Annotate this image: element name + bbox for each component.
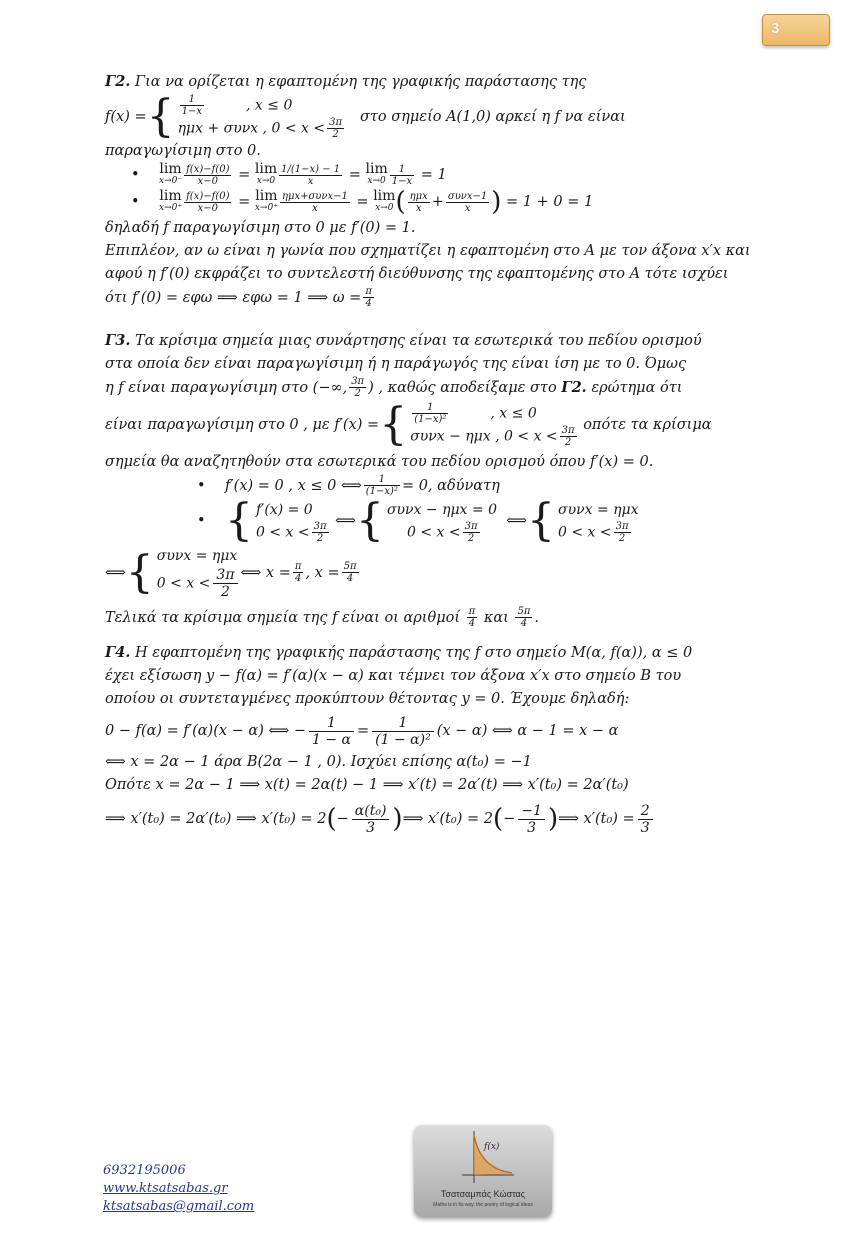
function-graph-icon (414, 1125, 552, 1189)
phone-number: 6932195006 (103, 1163, 186, 1178)
g2-piecewise: { $\frac{1}{1-x}$ , x ≤ 0 ημx + συνx , 0 < x < $\frac{3\pi}{2}$ (146, 91, 343, 142)
g4-line3: οποίου οι συντεταγμένες προκύπτουν θέτοντας y = 0. Έχουμε δηλαδή: (105, 691, 630, 707)
g3-derivative-def: είναι παραγωγίσιμη στο 0 , με f′(x) = { $\frac{1}{\text{(1−x)²}}$ , x ≤ 0 συνx − ημx , 0 < x < $\frac{3\pi}{2}$ οπότε τα κρίσιμα (105, 399, 712, 450)
g3-final: Τελικά τα κρίσιμα σημεία της f είναι οι αριθμοί $\frac{\pi}{4}$ και $\frac{5\pi}{4}$ . (105, 606, 539, 629)
g2-diff-text: παραγωγίσιμη στο 0. (105, 143, 261, 159)
g3-line1: Γ3. Τα κρίσιμα σημεία μιας συνάρτησης είναι τα εσωτερικά του πεδίου ορισμού (105, 332, 702, 349)
g2-function-def: f(x) = { $\frac{1}{1-x}$ , x ≤ 0 ημx + συνx , 0 < x < $\frac{3\pi}{2}$ στο σημείο A(1,0) αρκεί η f να είναι (105, 91, 626, 142)
website-link[interactable]: www.ktsatsabas.gr (103, 1181, 228, 1196)
author-logo (414, 1125, 552, 1217)
contact-footer (103, 1162, 254, 1216)
g2-angle-line3: ότι f′(0) = εφω ⟹ εφω = 1 ⟹ ω = $\frac{\pi}{4}$ (105, 286, 372, 309)
g3-bullet2: • { f′(x) = 0 0 < x < $\frac{3\pi}{2}$ ⟺ { συνx − ημx = 0 0 < x < $\frac{3\pi}{2}$ ⟺ { συνx = ημx 0 < x < $\frac{3\pi}{2}$ (197, 495, 639, 546)
g2-limit-left: • lim x→0⁻ $\frac{f(x)-f(0)}{x-0}$ = lim x→0 $\frac{1/(1-x) - 1}{x}$ = lim x→0 $\frac{1}{1-x}$ = 1 (131, 161, 447, 187)
g4-eq3: Οπότε x = 2α − 1 ⟹ x(t) = 2α(t) − 1 ⟹ x′(t) = 2α′(t) ⟹ x′(t₀) = 2α′(t₀) (105, 777, 629, 793)
g3-solution: ⟺ { συνx = ημx 0 < x < $\frac{3\pi}{2}$ ⟺ x = $\frac{\pi}{4}$ , x = $\frac{5\pi}{4}$ (105, 546, 357, 600)
logo-name: Τσατσαμπάς Κώστας (440, 1189, 526, 1199)
g2-conclusion: δηλαδή f παραγωγίσιμη στο 0 με f′(0) = 1. (105, 220, 416, 236)
g4-line1: Γ4. Η εφαπτομένη της γραφικής παράστασης της f στο σημείο M(α, f(α)), α ≤ 0 (105, 644, 693, 661)
page-number-badge (762, 14, 830, 46)
g2-limit-right: • lim x→0⁺ $\frac{f(x)-f(0)}{x-0}$ = lim x→0⁺ $\frac{\text{ημx+συνx−1}}{x}$ = lim x→0 ( $\frac{\text{ημx}}{x}$ + $\frac{\text{συνx−1}}{x}$ ) = 1 + 0 = 1 (131, 187, 594, 217)
g4-eq1: 0 − f(α) = f′(α)(x − α) ⟺ − $\frac{1}{1 - \alpha}$ = $\frac{1}{\text{(1 − α)²}}$ (x − α) ⟺ α − 1 = x − α (105, 714, 619, 748)
g2-intro: Γ2. Για να ορίζεται η εφαπτομένη της γραφικής παράστασης της (105, 73, 587, 90)
g4-eq4: ⟹ x′(t₀) = 2α′(t₀) ⟹ x′(t₀) = 2 ( − α(t₀) 3 ) ⟹ x′(t₀) = 2 ( − −1 3 ) ⟹ x′(t₀) = $\frac{2}{3}$ (105, 797, 765, 841)
logo-tagline: Maths is in its way, the poetry of logical ideas (433, 1202, 533, 1208)
svg-text:f(x): f(x) (484, 1142, 500, 1152)
g3-line5: σημεία θα αναζητηθούν στα εσωτερικά του πεδίου ορισμού όπου f′(x) = 0. (105, 454, 654, 470)
g2-angle-line1: Επιπλέον, αν ω είναι η γωνία που σχηματίζει η εφαπτομένη στο A με τον άξονα x′x και (105, 243, 751, 259)
page-number: 3 (771, 20, 780, 37)
g4-line2: έχει εξίσωση y − f(α) = f′(α)(x − α) και τέμνει τον άξονα x′x στο σημείο B του (105, 668, 682, 684)
g3-line3: η f είναι παραγωγίσιμη στο (−∞, $\frac{3\pi}{2}$ ) , καθώς αποδείξαμε στο Γ2. ερώτημα ότι (105, 376, 683, 399)
g2-angle-line2: αφού η f′(0) εκφράζει το συντελεστή διεύθυνσης της εφαπτομένης στο A τότε ισχύει (105, 266, 729, 282)
email-link[interactable]: ktsatsabas@gmail.com (103, 1199, 255, 1214)
g3-line2: στα οποία δεν είναι παραγωγίσιμη ή η παράγωγός της είναι ίση με το 0. Όμως (105, 356, 687, 372)
document-body (105, 70, 765, 841)
g4-eq2: ⟺ x = 2α − 1 άρα B(2α − 1 , 0). Ισχύει επίσης α(t₀) = −1 (105, 754, 532, 770)
g3-bullet1: • f′(x) = 0 , x ≤ 0 ⟺ $\frac{1}{\text{(1−x)²}}$ = 0, αδύνατη (197, 474, 500, 497)
